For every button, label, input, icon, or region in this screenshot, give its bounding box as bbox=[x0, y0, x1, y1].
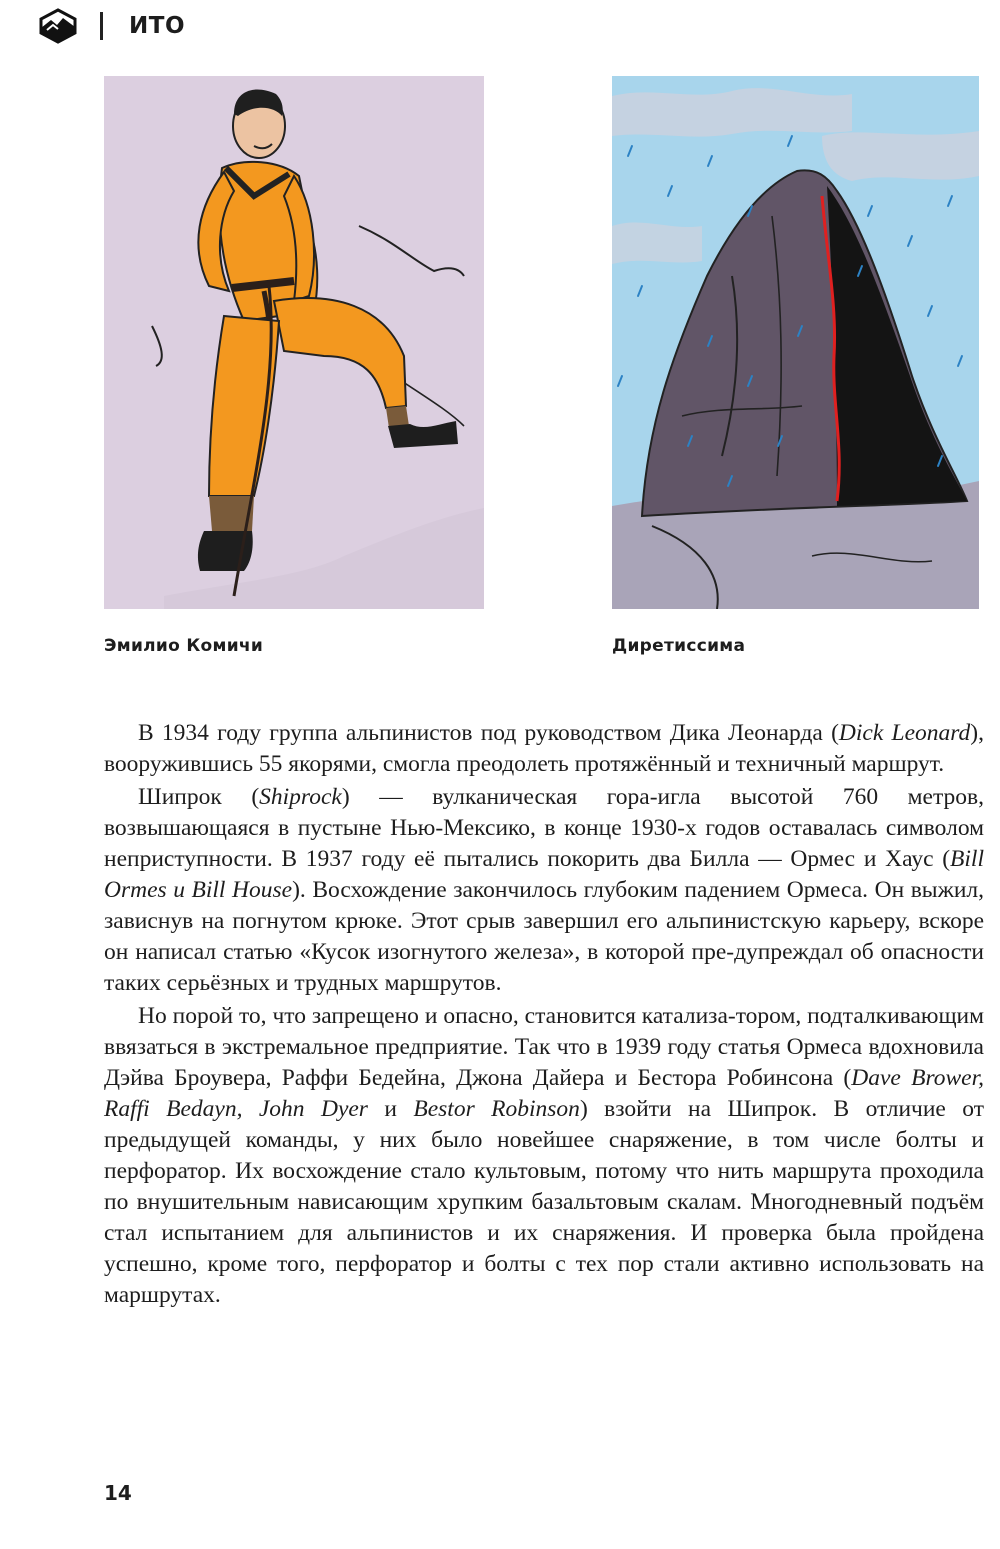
section-title: ИТО bbox=[129, 13, 185, 39]
page-header bbox=[38, 8, 185, 44]
paragraph bbox=[104, 782, 984, 999]
text-run: ). Восхождение закончилось глубоким падением Ормеса. Он выжил, зависнув на погнутом крюке. Этот срыв завершил его альпинистскую карьеру, вскоре он написал статью «Кусок изогнутого железа», в которой пре-дупреждал об опасности таких серьёзных и трудных маршрутов. bbox=[104, 877, 985, 996]
italic-text-run: Bestor Robinson bbox=[413, 1096, 580, 1122]
text-run: ) взойти на Шипрок. В отличие от предыдущей команды, у них было новейшее снаряжение, в том числе болты и перфоратор. Их восхождение стало культовым, потому что нить маршрута проходила по внушительным нависающим хрупким базальтовым скалам. Многодневный подъём стал испытанием для альпинистов и их снаряжения. И проверка была пройдена успешно, кроме того, перфоратор и болты с тех пор стали активно использовать на маршрутах. bbox=[104, 1096, 984, 1308]
italic-text-run: Dick Leonard bbox=[838, 720, 971, 746]
rock-spire-illustration bbox=[612, 76, 979, 609]
text-run: Но порой то, что запрещено и опасно, становится катализа-тором, подталкивающим ввязаться в экстремальное предприятие. Так что в 1939 году статья Ормеса вдохновила Дэйва Броувера, Раффи Бедейна, Джона Дайера и Бестора Робинсона ( bbox=[104, 1003, 984, 1091]
header-divider bbox=[100, 12, 103, 40]
italic-text-run: Shiprock bbox=[259, 784, 342, 810]
text-run: и bbox=[367, 1096, 414, 1122]
figure-caption-right: Диретиссима bbox=[612, 636, 746, 656]
paragraph bbox=[104, 718, 984, 780]
text-run: В 1934 году группа альпинистов под руководством Дика Леонарда ( bbox=[138, 720, 839, 746]
text-run: ) — вулканическая гора-игла высотой 760 метров, возвышающаяся в пустыне Нью-Мексико, в конце 1930-х годов оставалась символом неприступности. В 1937 году её пытались покорить два Билла — Ормес и Хаус ( bbox=[104, 784, 984, 872]
figure-caption-left: Эмилио Комичи bbox=[104, 636, 264, 656]
text-run: Шипрок ( bbox=[138, 784, 260, 810]
figure-climber bbox=[104, 76, 484, 609]
italic-text-run: Dave Brower, Raffi Bedayn, John Dyer bbox=[104, 1065, 985, 1122]
paragraph bbox=[104, 1001, 984, 1311]
mountain-logo-icon bbox=[38, 8, 78, 44]
body-text bbox=[104, 718, 984, 1311]
climber-illustration bbox=[104, 76, 484, 609]
text-run: ), вооружившись 55 якорями, смогла преодолеть протяжённый и техничный маршрут. bbox=[104, 720, 984, 777]
figure-diretissima bbox=[612, 76, 979, 609]
italic-text-run: Bill Ormes и Bill House bbox=[104, 846, 984, 903]
page-number: 14 bbox=[104, 1481, 132, 1505]
